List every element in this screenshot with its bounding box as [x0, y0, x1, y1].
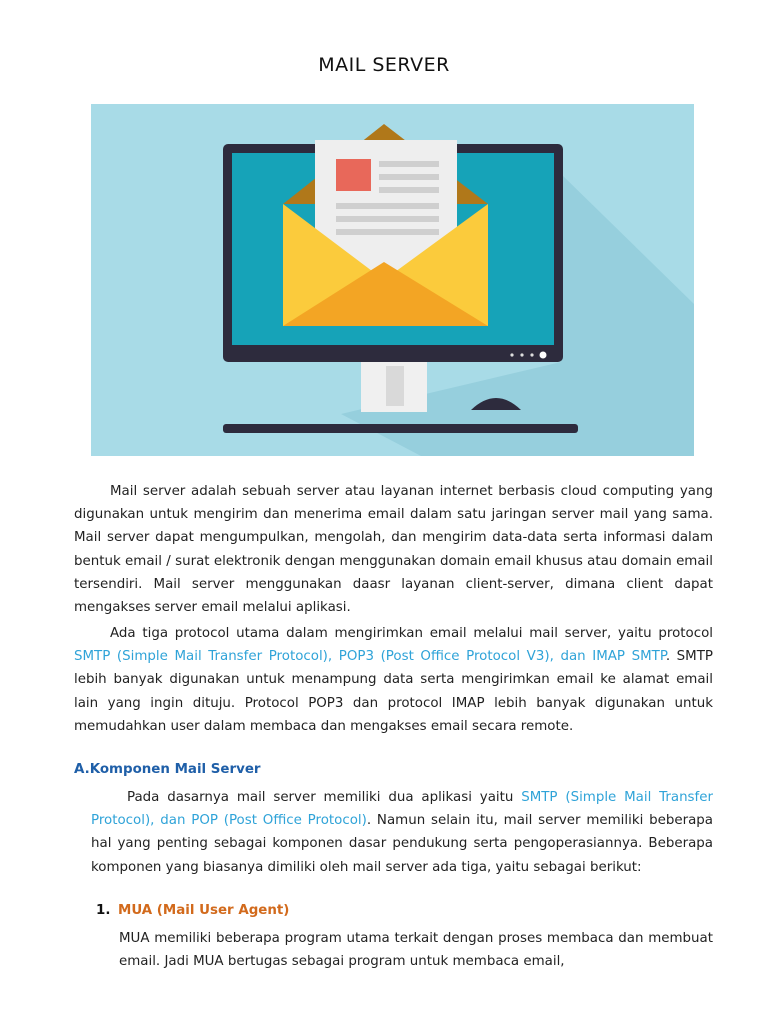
paragraph-protocols [74, 622, 713, 738]
paragraph-mua-text: MUA memiliki beberapa program utama terkait dengan proses membaca dan membuat email. Jadi MUA bertugas sebagai program untuk membaca email, [119, 931, 713, 970]
paragraph-mua [119, 927, 713, 973]
paragraph-komponen-after: . Namun selain itu, mail server memiliki beberapa hal yang penting sebagai komponen dasar pendukung serta pengoperasiannya. Beberapa komponen yang biasanya dimiliki oleh mail server ada tiga, yaitu sebagai berikut: [91, 813, 714, 875]
smtp-pop-link[interactable]: SMTP (Simple Mail Transfer Protocol), dan POP (Post Office Protocol) [91, 790, 713, 829]
computer-email-icon [91, 104, 694, 456]
list-item-number: 1. [96, 903, 111, 918]
paragraph-komponen-before: Pada dasarnya mail server memiliki dua aplikasi yaitu [127, 790, 522, 805]
list-item-title: MUA (Mail User Agent) [118, 903, 290, 918]
paragraph-protocols-before: Ada tiga protocol utama dalam mengirimkan email melalui mail server, yaitu protocol [110, 626, 713, 641]
paragraph-intro-text: Mail server adalah sebuah server atau layanan internet berbasis cloud computing yang digunakan untuk mengirim dan menerima email dalam satu jaringan server mail yang sama. Mail server dapat mengumpulkan, mengolah, dan mengirim data-data serta informasi dalam bentuk email / surat elektronik dengan menggunakan domain email khusus atau domain email tersendiri. Mail server menggunakan daasr layanan client-server, dimana client dapat mengakses server email melalui aplikasi. [74, 484, 713, 616]
list-item-mua [96, 903, 289, 918]
paragraph-intro [74, 480, 713, 619]
protocols-link[interactable]: SMTP (Simple Mail Transfer Protocol), POP3 (Post Office Protocol V3), dan IMAP SMTP [74, 649, 666, 665]
paragraph-komponen [91, 786, 713, 879]
mail-server-illustration [91, 104, 694, 456]
document-title: MAIL SERVER [318, 54, 450, 76]
paragraph-protocols-after: . SMTP lebih banyak digunakan untuk menampung data serta mengirimkan email ke alamat email lain yang ingin dituju. Protocol POP3 dan protocol IMAP lebih banyak digunakan untuk memudahkan user dalam membaca dan mengakses email secara remote. [74, 649, 713, 734]
section-heading-komponen: A.Komponen Mail Server [74, 762, 261, 777]
